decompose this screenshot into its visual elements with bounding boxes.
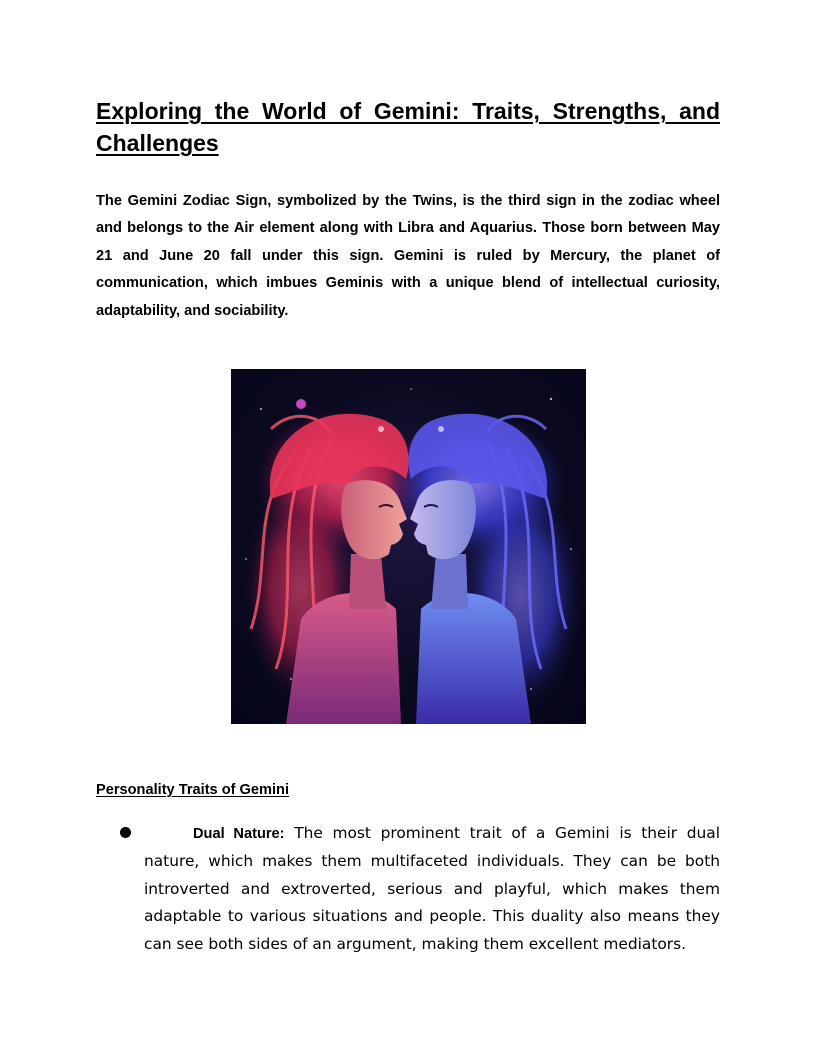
gemini-twins-image: [231, 369, 586, 724]
intro-paragraph: The Gemini Zodiac Sign, symbolized by the Twins, is the third sign in the zodiac wheel and belongs to the Air element along with Libra and Aquarius. Those born between May 21 and June 20 fall under this sign. Gemini is ruled by Mercury, the planet of communication, which imbues Geminis with a unique blend of intellectual curiosity, adaptability, and sociability.: [96, 193, 720, 319]
bullet-paragraph: [96, 820, 720, 958]
bullet-icon: [120, 827, 131, 838]
bullet-body: The most prominent trait of a Gemini is their dual nature, which makes them multifaceted individuals. They can be both introverted and extroverted, serious and playful, which makes them adaptable to various situations and people. This duality also means they can see both sides of an argument, making them excellent mediators.: [144, 824, 720, 953]
section-heading: Personality Traits of Gemini: [96, 782, 290, 798]
document-title: Exploring the World of Gemini: Traits, Strengths, and Challenges: [96, 98, 720, 156]
bullet-term: Dual Nature:: [193, 826, 285, 842]
list-item: [96, 820, 720, 958]
